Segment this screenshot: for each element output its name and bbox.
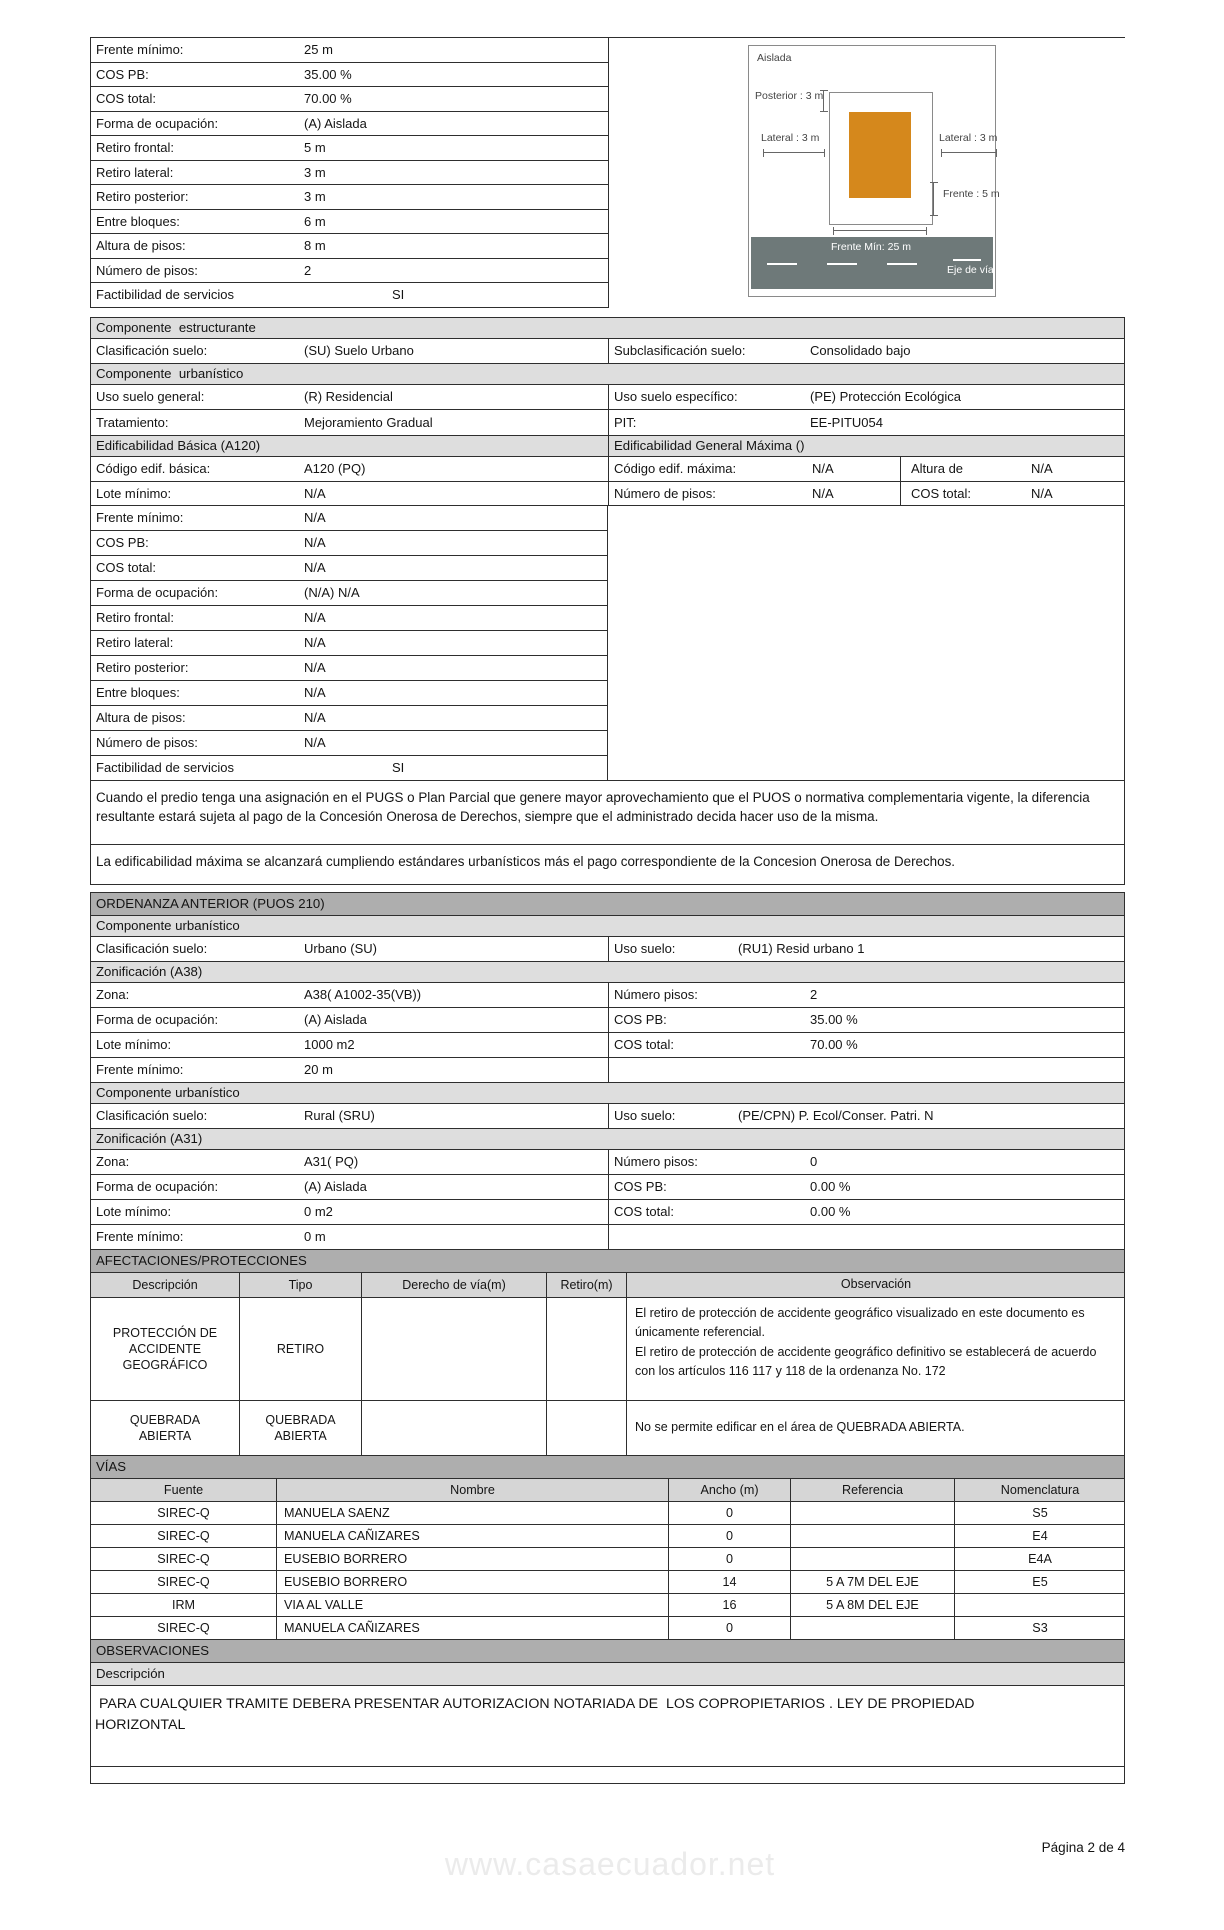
column-header: Referencia (791, 1479, 955, 1501)
column-header: Ancho (m) (669, 1479, 791, 1501)
field-label: Entre bloques: (96, 685, 180, 700)
field-label: COS total: (96, 91, 156, 107)
via-referencia (791, 1617, 955, 1639)
field-value: 0.00 % (810, 1204, 851, 1219)
via-fuente: SIREC-Q (91, 1571, 277, 1593)
field-value: N/A (1031, 461, 1053, 476)
field-value: 6 m (304, 213, 326, 229)
field-label: Factibilidad de servicios (96, 760, 235, 775)
field-value: 25 m (304, 42, 333, 58)
table-row (90, 86, 609, 112)
table-row (90, 338, 1125, 364)
afectacion-tipo: QUEBRADA ABIERTA (240, 1401, 362, 1455)
field-label: Código edif. máxima: (614, 461, 737, 476)
table-row (90, 1103, 1125, 1129)
field-value: 3 m (304, 189, 326, 205)
field-label: COS total: (911, 485, 971, 501)
field-value: N/A (304, 735, 326, 750)
field-value: Urbano (SU) (304, 941, 377, 956)
column-header: Observación (840, 1276, 912, 1291)
lateral-right-dimension-line (941, 152, 997, 153)
edificabilidad-na-section (90, 506, 1125, 781)
field-value: A31( PQ) (304, 1154, 359, 1169)
table-row (90, 1149, 1125, 1175)
empty-right-cell (607, 505, 1125, 781)
field-label: Uso suelo específico: (614, 389, 738, 404)
table-row (90, 111, 609, 137)
lateral-left-dimension-line (763, 152, 825, 153)
column-header: Tipo (240, 1273, 362, 1297)
field-value: 0 m (304, 1229, 326, 1244)
table-row (90, 62, 609, 88)
afectacion-derecho-via (362, 1298, 547, 1400)
pugs-note-box (90, 780, 1125, 845)
observaciones-line: HORIZONTAL (95, 1716, 186, 1733)
table-row (90, 282, 609, 308)
table-row (90, 135, 609, 161)
field-label: Lote mínimo: (96, 1204, 172, 1219)
afectaciones-table (90, 1272, 1125, 1456)
via-nombre: VIA AL VALLE (277, 1594, 669, 1616)
observacion-line: El retiro de protección de accidente geográfico visualizado en este documento es únicamente referencial. (635, 1305, 1085, 1339)
afectacion-observacion (627, 1401, 1125, 1455)
via-fuente: SIREC-Q (91, 1548, 277, 1570)
field-value: N/A (304, 685, 326, 700)
vias-table (90, 1478, 1125, 1640)
field-value: N/A (304, 510, 326, 525)
table-row (90, 1057, 1125, 1083)
field-label: Número de pisos: (96, 735, 198, 750)
field-label: Número pisos: (614, 1154, 698, 1169)
field-value: N/A (812, 485, 834, 501)
table-row (90, 1297, 1125, 1401)
frontage-dimension-line (833, 230, 927, 231)
field-label: Forma de ocupación: (96, 585, 219, 600)
via-nomenclatura: S3 (1032, 1620, 1048, 1635)
field-label: COS PB: (614, 1012, 667, 1027)
column-header: Fuente (91, 1479, 277, 1501)
field-value: 0.00 % (810, 1179, 851, 1194)
via-nomenclatura (955, 1594, 1125, 1616)
via-ancho: 0 (669, 1502, 791, 1524)
field-value: SI (392, 287, 405, 303)
field-value: (R) Residencial (304, 389, 393, 404)
field-value: 2 (304, 262, 312, 278)
via-nomenclatura: E4A (1028, 1551, 1052, 1566)
field-label: Retiro posterior: (96, 660, 189, 675)
field-value: 35.00 % (810, 1012, 858, 1027)
field-value: (PE/CPN) P. Ecol/Conser. Patri. N (738, 1108, 934, 1123)
observaciones-box (90, 1685, 1125, 1767)
observacion-line: No se permite edificar en el área de QUEBRADA ABIERTA. (635, 1419, 965, 1434)
table-row (90, 1593, 1125, 1617)
field-value: 20 m (304, 1062, 333, 1077)
via-ancho: 0 (669, 1548, 791, 1570)
edificabilidad-note-box (90, 844, 1125, 885)
field-label: Retiro posterior: (96, 189, 189, 205)
field-label: Retiro frontal: (96, 610, 175, 625)
field-value: (A) Aislada (304, 1179, 367, 1194)
table-row (90, 555, 609, 581)
band-componente-urbanistico: Componente urbanístico (90, 363, 1125, 385)
band-edificabilidad-maxima: Edificabilidad General Máxima () (614, 438, 805, 453)
field-label: Retiro lateral: (96, 635, 174, 650)
table-row (90, 37, 609, 63)
field-value: N/A (304, 485, 326, 501)
field-label: Forma de ocupación: (96, 1012, 219, 1027)
field-label: COS PB: (96, 66, 149, 82)
field-label: Clasificación suelo: (96, 1108, 208, 1123)
field-label: Forma de ocupación: (96, 115, 219, 131)
observaciones-line: PARA CUALQUIER TRAMITE DEBERA PRESENTAR AUTORIZACION NOTARIADA DE LOS COPROPIETARIOS . LEY DE PROPIEDAD (95, 1695, 975, 1712)
edificabilidad-note-text: La edificabilidad máxima se alcanzará cumpliendo estándares urbanísticos más el pago correspondiente de la Concesion Onerosa de Derechos. (96, 853, 955, 869)
column-header: Descripción (91, 1273, 240, 1297)
field-value: 70.00 % (304, 91, 352, 107)
field-label: Clasificación suelo: (96, 941, 208, 956)
lateral-left-setback-label: Lateral : 3 m (761, 132, 820, 144)
field-label: Frente mínimo: (96, 42, 184, 58)
band-componente-urbanistico: Componente urbanístico (90, 915, 1125, 937)
field-label: Altura de pisos: (96, 710, 186, 725)
via-nombre: EUSEBIO BORRERO (277, 1571, 669, 1593)
field-value: N/A (304, 710, 326, 725)
table-row (90, 655, 609, 681)
band-edificabilidad (90, 435, 1125, 457)
road-axis-label: Eje de vía (947, 264, 994, 276)
field-value: 5 m (304, 140, 326, 156)
pugs-note-text: Cuando el predio tenga una asignación en el PUGS o Plan Parcial que genere mayor aprovechamiento que el PUOS o normativa complementaria vigente, la diferencia resultante estará sujeta al pago de la Concesión Onerosa de Derechos, siempre que el administrado decida hacer uso de la misma. (96, 789, 1090, 824)
lateral-right-setback-label: Lateral : 3 m (939, 132, 998, 144)
table-row (90, 605, 609, 631)
page-number: Página 2 de 4 (1041, 1840, 1125, 1855)
table-row (90, 1400, 1125, 1456)
via-nombre: MANUELA CAÑIZARES (277, 1525, 669, 1547)
band-zonificacion-a38: Zonificación (A38) (90, 961, 1125, 983)
na-rows-column (90, 506, 608, 781)
table-row (90, 1501, 1125, 1525)
field-label: Número pisos: (614, 987, 698, 1002)
field-label: Entre bloques: (96, 213, 180, 229)
via-referencia (791, 1525, 955, 1547)
field-label: Retiro lateral: (96, 164, 174, 180)
table-row (90, 233, 609, 259)
field-value: N/A (812, 461, 834, 476)
field-value: N/A (304, 660, 326, 675)
top-section (90, 37, 1125, 318)
table-row (90, 1032, 1125, 1058)
band-zonificacion-a31: Zonificación (A31) (90, 1128, 1125, 1150)
field-label: COS total: (614, 1037, 674, 1052)
table-row (90, 630, 609, 656)
building-footprint (849, 112, 911, 198)
field-value: Rural (SRU) (304, 1108, 375, 1123)
field-label: Código edif. básica: (96, 461, 211, 476)
table-row (90, 384, 1125, 410)
field-label: Subclasificación suelo: (614, 343, 746, 358)
band-afectaciones-protecciones: AFECTACIONES/PROTECCIONES (90, 1249, 1125, 1273)
column-header: Retiro(m) (547, 1273, 627, 1297)
empty-cell (609, 1058, 1124, 1082)
table-row (90, 456, 1125, 482)
diagram-title: Aislada (757, 52, 792, 64)
afectacion-retiro (547, 1401, 627, 1455)
table-row (90, 1174, 1125, 1200)
via-fuente: SIREC-Q (91, 1502, 277, 1524)
via-referencia (791, 1548, 955, 1570)
posterior-dimension-line (823, 90, 824, 112)
via-nombre: MANUELA CAÑIZARES (277, 1617, 669, 1639)
table-row (90, 1199, 1125, 1225)
table-row (90, 755, 609, 781)
table-row (90, 530, 609, 556)
table-row (90, 1224, 1125, 1250)
table-row (90, 1570, 1125, 1594)
field-value: SI (392, 760, 405, 775)
table-row (90, 580, 609, 606)
via-ancho: 0 (669, 1617, 791, 1639)
band-ordenanza-anterior: ORDENANZA ANTERIOR (PUOS 210) (90, 892, 1125, 916)
table-row (90, 209, 609, 235)
via-ancho: 16 (669, 1594, 791, 1616)
table-row (90, 1616, 1125, 1640)
via-nombre: EUSEBIO BORRERO (277, 1548, 669, 1570)
band-observaciones: OBSERVACIONES (90, 1639, 1125, 1663)
field-value: 35.00 % (304, 66, 352, 82)
document-content (90, 38, 1125, 1784)
field-label: COS PB: (96, 535, 149, 550)
via-referencia: 5 A 8M DEL EJE (791, 1594, 955, 1616)
afectacion-descripcion: QUEBRADA ABIERTA (91, 1401, 240, 1455)
field-label: Zona: (96, 1154, 130, 1169)
afectacion-tipo: RETIRO (240, 1298, 362, 1400)
field-value: 0 (810, 1154, 818, 1169)
vias-header-row (90, 1478, 1125, 1502)
field-label: Altura de (911, 461, 964, 476)
field-value: A38( A1002-35(VB)) (304, 987, 422, 1002)
field-value: N/A (1031, 485, 1053, 501)
field-value: N/A (304, 560, 326, 575)
min-frontage-label: Frente Mín: 25 m (831, 241, 911, 253)
field-value: A120 (PQ) (304, 461, 366, 476)
column-header: Derecho de vía(m) (362, 1273, 547, 1297)
field-value: 8 m (304, 238, 326, 254)
field-label: COS PB: (614, 1179, 667, 1194)
via-nomenclatura: S5 (1032, 1505, 1048, 1520)
table-row (90, 705, 609, 731)
afectacion-retiro (547, 1298, 627, 1400)
via-referencia: 5 A 7M DEL EJE (791, 1571, 955, 1593)
table-row (90, 481, 1125, 506)
table-row (90, 409, 1125, 436)
observacion-line: El retiro de protección de accidente geográfico definitivo se establecerá de acuerdo con los artículos 116 117 y 118 de la ordenanza No. 172 (635, 1344, 1097, 1378)
field-value: 2 (810, 987, 818, 1002)
field-value: (A) Aislada (304, 1012, 367, 1027)
field-label: Frente mínimo: (96, 510, 184, 525)
field-value: (PE) Protección Ecológica (810, 389, 962, 404)
via-referencia (791, 1502, 955, 1524)
field-label: Uso suelo: (614, 1108, 676, 1123)
field-label: Zona: (96, 987, 130, 1002)
table-row (90, 1524, 1125, 1548)
road-centerline-dash (827, 263, 857, 265)
field-label: Número de pisos: (614, 485, 716, 501)
table-row (90, 730, 609, 756)
table-row (90, 184, 609, 210)
field-value: EE-PITU054 (810, 414, 883, 430)
road-axis-dash (953, 259, 981, 261)
field-value: Mejoramiento Gradual (304, 414, 433, 430)
afectacion-observacion (627, 1298, 1125, 1400)
field-label: Tratamiento: (96, 414, 169, 430)
field-label: Factibilidad de servicios (96, 287, 235, 303)
road-centerline-dash (887, 263, 917, 265)
table-row (90, 680, 609, 706)
field-value: N/A (304, 635, 326, 650)
road-bar (751, 237, 993, 289)
field-value: (SU) Suelo Urbano (304, 343, 414, 358)
road-centerline-dash (767, 263, 797, 265)
column-header: Nomenclatura (1000, 1482, 1080, 1497)
field-label: COS total: (96, 560, 156, 575)
field-value: N/A (304, 610, 326, 625)
band-edificabilidad-basica: Edificabilidad Básica (A120) (91, 436, 609, 456)
field-label: Forma de ocupación: (96, 1179, 219, 1194)
via-nombre: MANUELA SAENZ (277, 1502, 669, 1524)
front-setback-label: Frente : 5 m (943, 188, 1000, 200)
afectacion-descripcion: PROTECCIÓN DE ACCIDENTE GEOGRÁFICO (91, 1298, 240, 1400)
band-descripcion: Descripción (90, 1662, 1125, 1686)
field-value: N/A (304, 535, 326, 550)
band-vias: VÍAS (90, 1455, 1125, 1479)
field-label: Altura de pisos: (96, 238, 186, 254)
posterior-setback-label: Posterior : 3 m (755, 90, 824, 102)
via-nomenclatura: E5 (1032, 1574, 1048, 1589)
field-value: (A) Aislada (304, 115, 367, 131)
field-value: 1000 m2 (304, 1037, 355, 1052)
watermark: www.casaecuador.net (444, 1846, 776, 1882)
field-label: Clasificación suelo: (96, 343, 208, 358)
via-ancho: 0 (669, 1525, 791, 1547)
field-label: PIT: (614, 414, 637, 430)
afectaciones-header-row (90, 1272, 1125, 1298)
via-fuente: IRM (91, 1594, 277, 1616)
table-row (90, 258, 609, 284)
table-row (90, 1007, 1125, 1033)
empty-row (90, 1766, 1125, 1784)
field-label: Número de pisos: (96, 262, 198, 278)
table-row (90, 1547, 1125, 1571)
field-label: Retiro frontal: (96, 140, 175, 156)
field-label: Uso suelo general: (96, 389, 205, 404)
afectacion-derecho-via (362, 1401, 547, 1455)
field-label: Lote mínimo: (96, 1037, 172, 1052)
field-value: (N/A) N/A (304, 585, 360, 600)
field-value: 70.00 % (810, 1037, 858, 1052)
via-fuente: SIREC-Q (91, 1525, 277, 1547)
field-label: Frente mínimo: (96, 1062, 184, 1077)
band-componente-urbanistico: Componente urbanístico (90, 1082, 1125, 1104)
via-nomenclatura: E4 (1032, 1528, 1048, 1543)
setback-diagram (748, 45, 1000, 297)
field-value: 3 m (304, 164, 326, 180)
field-label: Uso suelo: (614, 941, 676, 956)
empty-cell (609, 1225, 1124, 1249)
band-componente-estructurante: Componente estructurante (90, 317, 1125, 339)
table-row (90, 936, 1125, 962)
table-row (90, 160, 609, 186)
column-header: Nombre (277, 1479, 669, 1501)
field-label: COS total: (614, 1204, 674, 1219)
via-fuente: SIREC-Q (91, 1617, 277, 1639)
field-value: 0 m2 (304, 1204, 333, 1219)
table-row (90, 505, 609, 531)
front-dimension-line (933, 182, 934, 216)
field-value: (RU1) Resid urbano 1 (738, 941, 865, 956)
via-ancho: 14 (669, 1571, 791, 1593)
field-label: Lote mínimo: (96, 485, 172, 501)
table-row (90, 982, 1125, 1008)
field-label: Frente mínimo: (96, 1229, 184, 1244)
field-value: Consolidado bajo (810, 343, 911, 358)
